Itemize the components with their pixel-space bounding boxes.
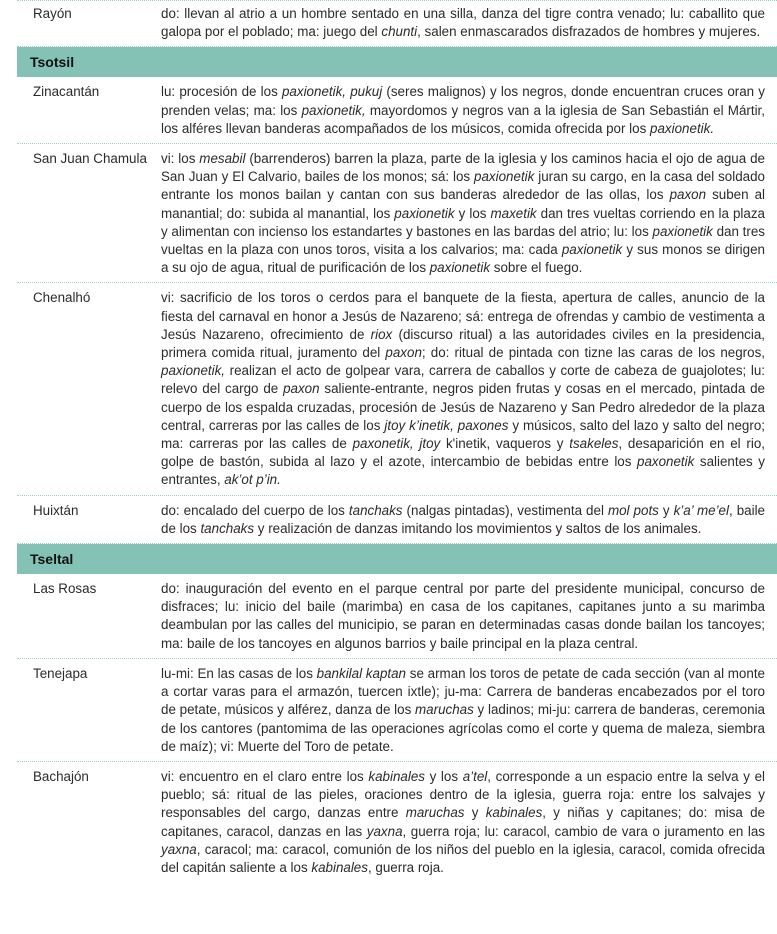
- municipality-name: Bachajón: [33, 768, 89, 784]
- section-header: Tseltal: [17, 544, 777, 574]
- italic-term: yaxna: [366, 823, 403, 839]
- text-segment: y: [464, 805, 486, 821]
- municipality-name: Zinacantán: [33, 84, 100, 100]
- municipality-name: Las Rosas: [33, 581, 97, 597]
- italic-term: yaxna: [161, 841, 197, 857]
- italic-term: paxionetik: [652, 223, 713, 239]
- text-segment: , caracol; ma: caracol, comunión de los niños del pueblo en la iglesia, caracol, comida ofrecida del capitán saliente a los: [161, 841, 765, 875]
- text-segment: , salen enmascarados disfrazados de hombres y mujeres.: [417, 24, 761, 40]
- italic-term: kabinales: [311, 859, 368, 875]
- festivity-description: [161, 5, 777, 41]
- text-segment: lu: procesión de los: [161, 84, 282, 100]
- text-segment: , desaparición en el rio, golpe de bastón, subida al lazo y el azote, intercambio de bebidas entre los: [161, 436, 765, 470]
- text-segment: suben al manantial; do: subida al manantial, los: [161, 187, 765, 221]
- italic-term: paxonetik: [637, 454, 695, 470]
- text-segment: vi: sacrificio de los toros o cerdos para el banquete de la fiesta, apertura de calles, anuncio de la fiesta del carnaval en honor a Jesús de Nazareno; sá: entrega de ofrendas y cambio de vestimenta a Jesús Nazareno, ofrecimiento de: [161, 290, 765, 342]
- table-row: [17, 659, 777, 762]
- festivity-description: [161, 580, 777, 653]
- text-segment: juran su cargo, en la casa del soldado entrante los monos bailan y cantan con sus banderas alrededor de las ollas, los: [161, 169, 766, 203]
- italic-term: paxones: [457, 417, 509, 433]
- table-row: [17, 574, 777, 659]
- italic-term: k’a’ me’el: [673, 502, 729, 518]
- text-segment: salientes y entrantes,: [161, 454, 765, 488]
- text-segment: mayordomos y negros van a la iglesia de San Sebastián el Mártir, los alféres llevan banderas acompañados de los músicos, comida ofrecida por los: [161, 102, 765, 136]
- text-segment: y los: [424, 768, 463, 784]
- text-segment: sobre el fuego.: [490, 260, 583, 276]
- italic-term: kabinales: [368, 768, 425, 784]
- italic-term: bankilal kaptan: [316, 665, 407, 681]
- italic-term: chunti: [381, 24, 418, 40]
- text-segment: lu-mi: En las casas de los: [161, 665, 317, 681]
- text-segment: k'inetik, vaqueros y: [440, 436, 570, 452]
- text-segment: y realización de danzas imitando los movimientos y saltos de los animales.: [254, 520, 702, 536]
- text-segment: vi: encuentro en el claro entre los: [161, 768, 369, 784]
- festivity-description: [161, 289, 777, 489]
- text-segment: y: [658, 502, 674, 518]
- italic-term: paxon: [385, 345, 422, 361]
- italic-term: maruchas: [405, 805, 465, 821]
- italic-term: mesabil: [199, 151, 246, 167]
- table-row: [17, 283, 777, 495]
- carnival-table: [17, 0, 777, 882]
- table-row: [17, 496, 777, 544]
- table-row: [17, 144, 777, 283]
- text-segment: (seres malignos) y los negros, donde encuentran cruces oran y prenden velas; ma: los: [161, 84, 765, 118]
- text-segment: y músicos, salto del lazo y salto del negro; ma: carreras por las calles de: [161, 417, 765, 452]
- text-segment: do: llevan al atrio a un hombre sentado en una silla, danza del tigre contra venado; lu: caballito que galopa por el poblado; ma: juego del: [161, 6, 765, 40]
- text-segment: do: inauguración del evento en el parque central por parte del presidente municipal, concurso de disfraces; lu: inicio del baile (marimba) en casa de los capitanes, capitanes junto a su marimba deambulan por las calles del municipio, se paran en determinadas casas donde bailan los tancoyes; ma: baile de los tancoyes en algunos barrios y baile principal en la plaza central.: [161, 581, 765, 651]
- text-segment: ; do: ritual de pintada con tizne las caras de los negros,: [421, 345, 765, 361]
- italic-term: paxionetik: [561, 242, 623, 258]
- italic-term: riox: [370, 326, 393, 342]
- text-segment: y los: [454, 205, 491, 221]
- italic-term: paxionetik.: [650, 120, 715, 136]
- text-segment: vi: los: [161, 151, 200, 167]
- italic-term: tanchaks: [348, 502, 403, 518]
- table-row: [17, 77, 777, 144]
- text-segment: (nalgas pintadas), vestimenta del: [402, 502, 608, 518]
- italic-term: paxionetik, pukuj: [281, 84, 383, 100]
- text-segment: dan tres vueltas corriendo en la plaza y alimentan con incienso los estandartes y bastones en las bardas del atrio; lu: los: [161, 205, 765, 239]
- text-segment: dan tres vueltas en la plaza con unos toros, visita a los calvarios; ma: cada: [161, 223, 765, 258]
- italic-term: paxionetik: [474, 169, 535, 185]
- italic-term: paxonetik, jtoy: [352, 436, 441, 452]
- italic-term: paxon: [283, 381, 320, 397]
- text-segment: se arman los toros de petate de cada sección (van al monte a cortar varas para el armazón, tuercen ixtle); ju-ma: Carrera de banderas encabezados por el toro de petate, músicos y alférez, danza de los: [161, 665, 765, 718]
- text-segment: , corresponde a un espacio entre la selva y el pueblo; sá: ritual de las pieles, oraciones dentro de la iglesia, guerra roja: entre los salvajes y responsables del cargo, danzas entre: [161, 768, 765, 821]
- text-segment: realizan el acto de golpear vara, carrera de caballos y corte de cabeza de guajolotes; lu: relevo del cargo de: [161, 363, 765, 397]
- text-segment: saliente-entrante, negros piden frutas y cosas en el mercado, pintada de cuerpo de los espalda cruzadas, procesión de Jesús de Nazareno y San Pedro alrededor de la plaza central, carreras por las calles de los: [161, 381, 765, 433]
- text-segment: (barrenderos) barren la plaza, parte de la iglesia y los caminos hacia el ojo de agua de San Juan y El Calvario, bailes de los monos; sá: los: [161, 151, 765, 185]
- text-segment: y ladinos; mi-ju: carrera de banderas, ceremonia de los cantores (pantomima de las operaciones agrícolas como el corte y quema de maleza, siembra de maíz); vi: Muerte del Toro de petate.: [161, 702, 765, 754]
- municipality-name: San Juan Chamula: [33, 151, 147, 167]
- text-segment: (discurso ritual) a las autoridades civiles en la presidencia, primera comida ritual, juramento del: [161, 326, 765, 361]
- text-segment: , y niñas y capitanes; do: misa de capitanes, caracol, danzas en las: [161, 805, 765, 839]
- table-row: [17, 762, 777, 882]
- section-header: Tsotsil: [17, 47, 777, 77]
- municipality-name: Tenejapa: [33, 665, 88, 681]
- text-segment: , baile de los: [161, 502, 765, 536]
- italic-term: maxetik: [490, 205, 537, 221]
- table-row: [17, 0, 777, 47]
- italic-term: tsakeles: [569, 436, 619, 452]
- text-segment: y sus monos se dirigen a su ojo de agua, ritual de purificación de los: [161, 242, 766, 276]
- italic-term: paxionetik,: [301, 102, 366, 118]
- italic-term: mol pots: [607, 502, 659, 518]
- italic-term: ak’ot p’in.: [224, 472, 281, 488]
- text-segment: , guerra roja.: [367, 859, 444, 875]
- italic-term: maruchas: [415, 702, 474, 718]
- text-segment: , guerra roja; lu: caracol, cambio de vara o juramento en las: [402, 823, 765, 839]
- italic-term: paxionetik,: [161, 363, 226, 379]
- festivity-description: [161, 768, 777, 877]
- italic-term: kabinales: [485, 805, 543, 821]
- festivity-description: [161, 83, 777, 138]
- municipality-name: Rayón: [33, 6, 72, 21]
- festivity-description: [161, 665, 777, 756]
- text-segment: do: encalado del cuerpo de los: [161, 502, 349, 518]
- italic-term: paxon: [669, 187, 707, 203]
- festivity-description: [161, 150, 777, 277]
- italic-term: tanchaks: [200, 520, 255, 536]
- italic-term: jtoy k’inetik,: [384, 417, 454, 433]
- municipality-name: Huixtán: [33, 502, 79, 518]
- italic-term: paxionetik: [429, 260, 491, 276]
- municipality-name: Chenalhó: [33, 290, 91, 306]
- italic-term: a’tel: [462, 768, 488, 784]
- italic-term: paxionetik: [394, 205, 455, 221]
- festivity-description: [161, 502, 777, 538]
